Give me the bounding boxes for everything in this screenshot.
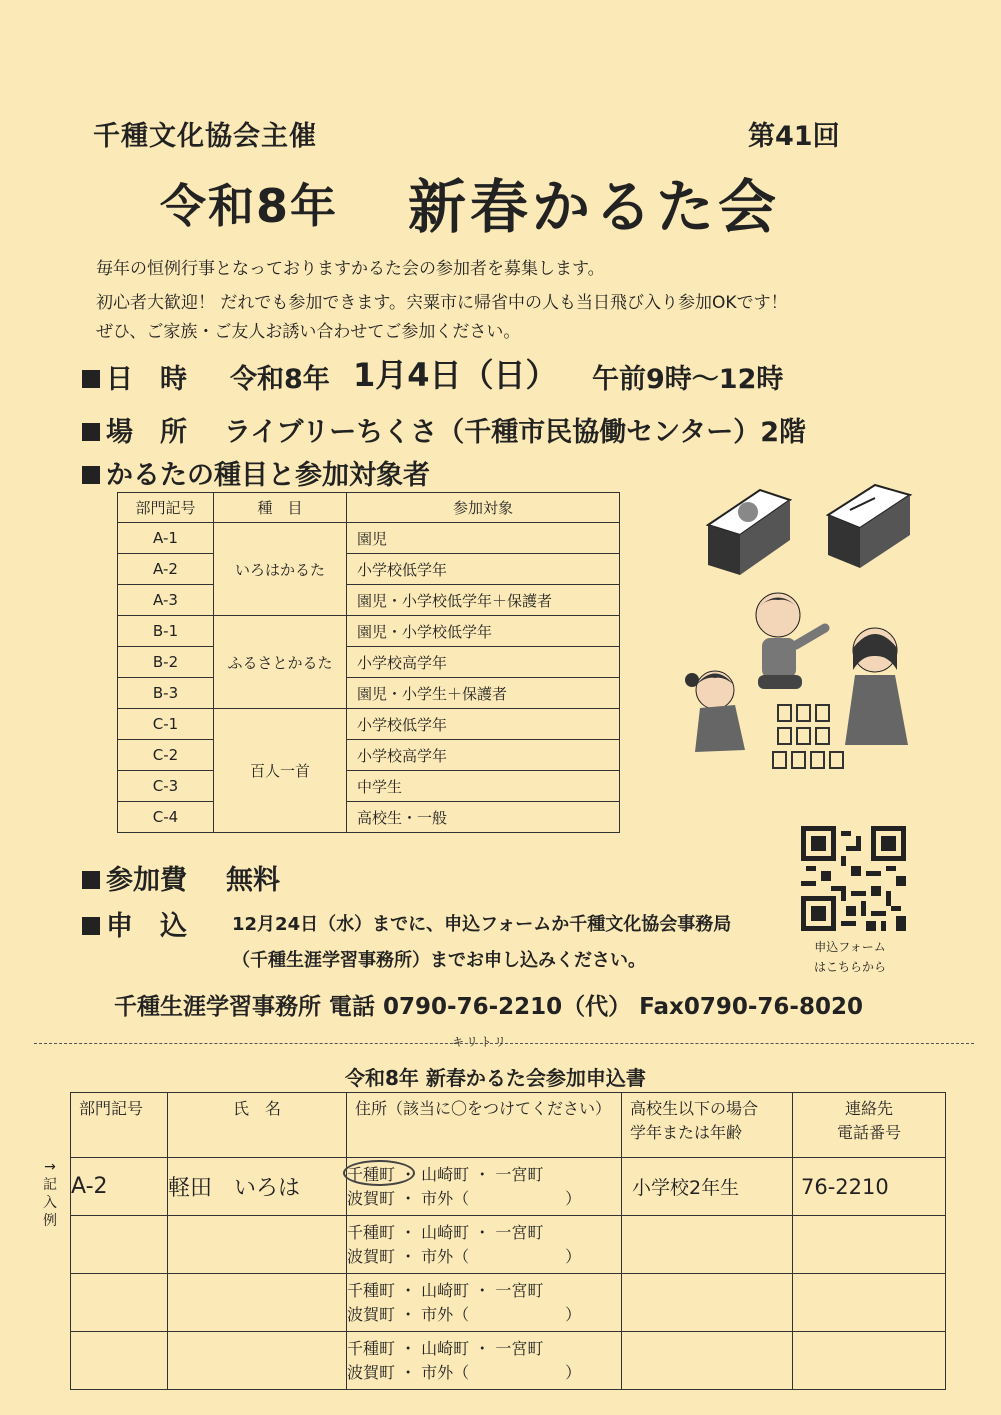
row-kind: ふるさとかるた: [214, 616, 347, 709]
girl-figure: [685, 671, 745, 752]
table-row: [118, 523, 620, 554]
row-kind: 百人一首: [214, 709, 347, 833]
karuta-players-illustration: [660, 480, 960, 790]
entry-grade-field[interactable]: [622, 1274, 793, 1332]
entry-grade-field[interactable]: [622, 1332, 793, 1390]
contact-info: 千種生涯学習事務所 電話 0790-76-2210（代） Fax0790-76-8020: [114, 994, 863, 1020]
row-code: A-2: [118, 554, 214, 585]
form-header-grade: [622, 1093, 793, 1158]
karuta-box-icon: [828, 485, 910, 568]
form-header-grade-line-1: 高校生以下の場合: [630, 1099, 759, 1118]
address-options-1: 千種町 ・ 山崎町 ・ 一宮町: [347, 1338, 544, 1358]
events-heading: [82, 453, 430, 492]
fee-value: 無料: [226, 865, 280, 896]
karuta-cards: [773, 705, 843, 768]
example-name: 軽田 いろは: [168, 1158, 347, 1216]
table-row: [118, 740, 620, 771]
entry-code-field[interactable]: [71, 1332, 168, 1390]
intro-line-2: 初心者大歓迎！ だれでも参加できます。宍粟市に帰省中の人も当日飛び入り参加OKです！: [96, 293, 788, 313]
karuta-box-icon: [708, 490, 790, 575]
venue-section: [82, 410, 806, 449]
venue-label: 場 所: [106, 417, 187, 448]
organizer: 千種文化協会主催: [93, 121, 317, 152]
bullet-square-icon: [82, 423, 100, 441]
application-form-table: [70, 1092, 946, 1390]
bullet-square-icon: [82, 871, 100, 889]
entry-phone-field[interactable]: [793, 1274, 946, 1332]
form-header-grade-line-2: 学年または年齢: [630, 1123, 743, 1142]
datetime-date: 1月4日（日）: [353, 356, 558, 394]
row-target: 小学校低学年: [347, 709, 620, 740]
row-target: 園児・小学校低学年: [347, 616, 620, 647]
entry-code-field[interactable]: [71, 1216, 168, 1274]
entry-phone-field[interactable]: [793, 1216, 946, 1274]
entry-address-field[interactable]: [347, 1274, 622, 1332]
address-options-2: 波賀町 ・ 市外（ ）: [347, 1304, 582, 1324]
datetime-era: 令和8年: [230, 364, 330, 395]
entry-phone-field[interactable]: [793, 1332, 946, 1390]
row-code: C-4: [118, 802, 214, 833]
form-header-row: [71, 1093, 946, 1158]
row-kind: いろはかるた: [214, 523, 347, 616]
apply-line-2: （千種生涯学習事務所）までお申し込みください。: [232, 950, 646, 971]
example-code: A-2: [71, 1158, 168, 1216]
row-target: 小学校低学年: [347, 554, 620, 585]
entry-grade-field[interactable]: [622, 1216, 793, 1274]
datetime-label: 日 時: [106, 364, 187, 395]
row-code: A-1: [118, 523, 214, 554]
row-code: C-3: [118, 771, 214, 802]
edition-number: 第41回: [748, 121, 840, 152]
example-grade: 小学校2年生: [622, 1158, 793, 1216]
qr-caption-line-1: 申込フォーム: [814, 940, 886, 954]
bullet-square-icon: [82, 917, 100, 935]
events-table: [117, 492, 620, 833]
entry-name-field[interactable]: [168, 1332, 347, 1390]
bullet-square-icon: [82, 466, 100, 484]
address-options-2: 波賀町 ・ 市外（ ）: [347, 1362, 582, 1382]
table-row: [118, 802, 620, 833]
header-kind: 種 目: [214, 493, 347, 523]
form-example-row: [71, 1158, 946, 1216]
form-entry-row: [71, 1332, 946, 1390]
datetime-time: 午前9時～12時: [592, 364, 784, 395]
intro-line-1: 毎年の恒例行事となっておりますかるた会の参加者を募集します。: [96, 259, 605, 279]
qr-code-icon[interactable]: [801, 826, 906, 931]
address-options-2: 波賀町 ・ 市外（ ）: [347, 1188, 582, 1208]
address-options-1: 千種町 ・ 山崎町 ・ 一宮町: [347, 1164, 544, 1184]
intro-line-3: ぜひ、ご家族・ご友人お誘い合わせてご参加ください。: [96, 322, 521, 342]
form-header-name: 氏 名: [168, 1093, 347, 1158]
row-target: 園児・小学生＋保護者: [347, 678, 620, 709]
example-address: [347, 1158, 622, 1216]
venue-value: ライブリーちくさ（千種市民協働センター）2階: [224, 417, 807, 448]
address-line-1-circled: [347, 1163, 621, 1187]
address-options-1: 千種町 ・ 山崎町 ・ 一宮町: [347, 1280, 544, 1300]
row-code: C-1: [118, 709, 214, 740]
row-target: 小学校高学年: [347, 647, 620, 678]
form-header-code: 部門記号: [71, 1093, 168, 1158]
header-code: 部門記号: [118, 493, 214, 523]
row-code: B-2: [118, 647, 214, 678]
row-code: C-2: [118, 740, 214, 771]
row-target: 中学生: [347, 771, 620, 802]
form-entry-row: [71, 1216, 946, 1274]
events-heading-label: かるたの種目と参加対象者: [106, 460, 430, 491]
entry-address-field[interactable]: [347, 1332, 622, 1390]
row-target: 園児: [347, 523, 620, 554]
form-header-phone-line-1: 連絡先: [844, 1099, 893, 1118]
bullet-square-icon: [82, 370, 100, 388]
row-code: A-3: [118, 585, 214, 616]
example-phone: 76-2210: [793, 1158, 946, 1216]
girl-figure: [845, 628, 908, 745]
address-options-1: 千種町 ・ 山崎町 ・ 一宮町: [347, 1222, 544, 1242]
apply-section: [82, 904, 187, 943]
address-options-2: 波賀町 ・ 市外（ ）: [347, 1246, 582, 1266]
example-side-label: →記入例: [43, 1159, 57, 1229]
apply-line-1: 12月24日（水）までに、申込フォームか千種文化協会事務局: [232, 914, 732, 935]
table-row: [118, 616, 620, 647]
events-table-header: [118, 493, 620, 523]
circle-mark-icon: [343, 1160, 415, 1186]
page-title: 新春かるた会: [408, 173, 781, 241]
cut-label: キリトリ: [452, 1035, 509, 1049]
row-target: 園児・小学校低学年＋保護者: [347, 585, 620, 616]
qr-caption-line-2: はこちらから: [813, 960, 886, 974]
form-entry-row: [71, 1274, 946, 1332]
entry-code-field[interactable]: [71, 1274, 168, 1332]
form-header-phone: [793, 1093, 946, 1158]
table-row: [118, 771, 620, 802]
qr-caption: [810, 937, 890, 977]
entry-address-field[interactable]: [347, 1216, 622, 1274]
row-code: B-3: [118, 678, 214, 709]
row-code: B-1: [118, 616, 214, 647]
fee-label: 参加費: [106, 865, 187, 896]
table-row: [118, 554, 620, 585]
apply-label: 申 込: [106, 911, 187, 942]
form-header-phone-line-2: 電話番号: [836, 1123, 901, 1142]
fee-section: [82, 858, 280, 897]
title-year: 令和8年: [160, 179, 339, 233]
row-target: 高校生・一般: [347, 802, 620, 833]
entry-name-field[interactable]: [168, 1274, 347, 1332]
boy-figure: [756, 593, 825, 689]
table-row: [118, 709, 620, 740]
table-row: [118, 678, 620, 709]
form-title: 令和8年 新春かるた会参加申込書: [345, 1066, 646, 1090]
table-row: [118, 585, 620, 616]
entry-name-field[interactable]: [168, 1216, 347, 1274]
form-header-address: 住所（該当に〇をつけてください）: [347, 1093, 622, 1158]
header-target: 参加対象: [347, 493, 620, 523]
table-row: [118, 647, 620, 678]
row-target: 小学校高学年: [347, 740, 620, 771]
datetime-section: [82, 357, 221, 396]
